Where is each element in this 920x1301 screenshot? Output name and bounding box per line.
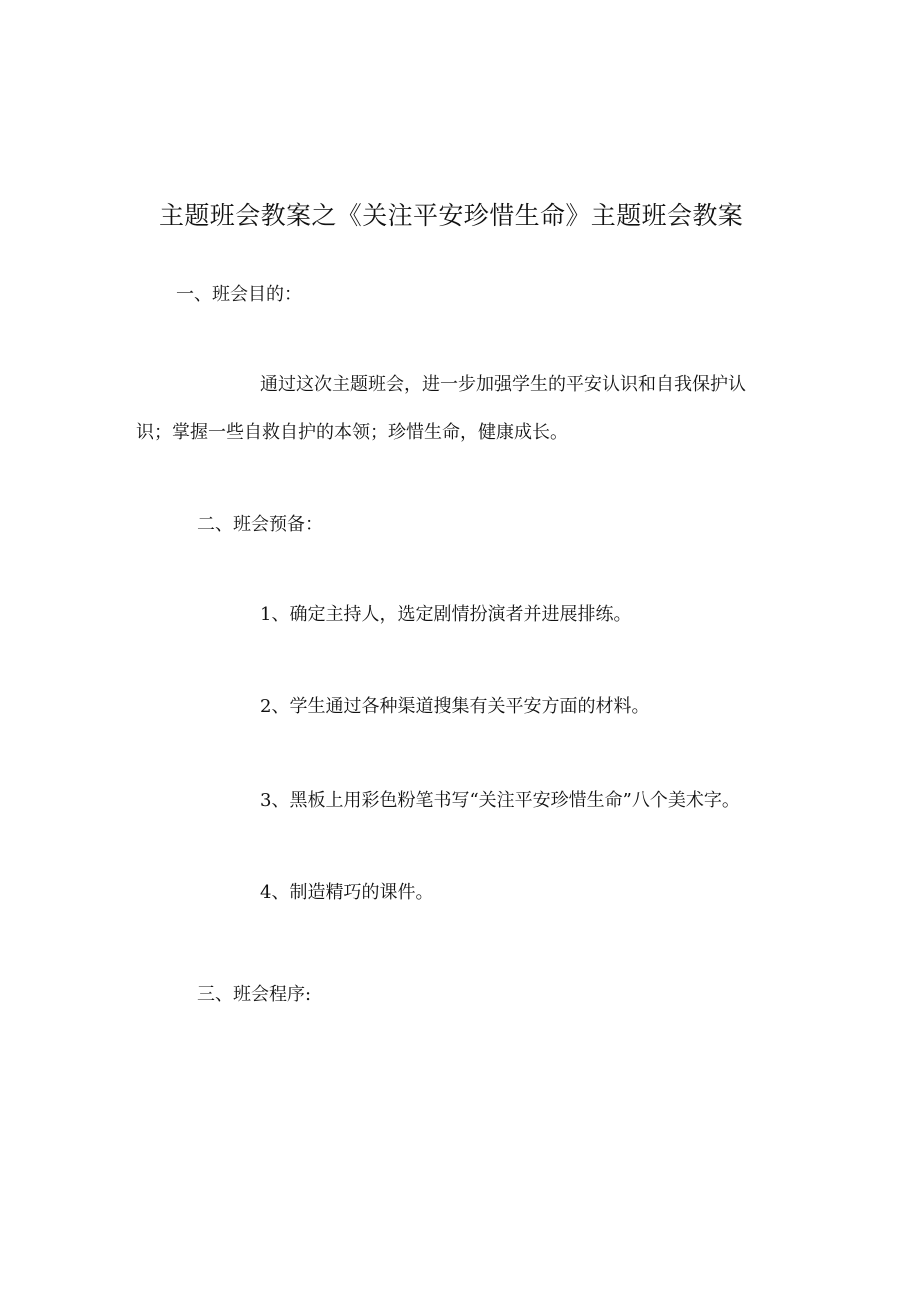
purpose-paragraph-line-1: 通过这次主题班会，进一步加强学生的平安认识和自我保护认 [260, 374, 746, 395]
section-heading-preparation: 二、班会预备： [197, 514, 323, 535]
preparation-item: 4、制造精巧的课件。 [260, 882, 434, 903]
preparation-item: 3、黑板上用彩色粉笔书写“关注平安珍惜生命”八个美术字。 [260, 790, 740, 811]
section-heading-purpose: 一、班会目的： [176, 284, 302, 305]
purpose-paragraph-line-2: 识；掌握一些自救自护的本领；珍惜生命，健康成长。 [136, 422, 568, 443]
document-title: 主题班会教案之《关注平安珍惜生命》主题班会教案 [159, 201, 744, 230]
section-heading-procedure: 三、班会程序: [197, 984, 312, 1005]
preparation-item: 1、确定主持人，选定剧情扮演者并进展排练。 [260, 604, 632, 625]
preparation-item: 2、学生通过各种渠道搜集有关平安方面的材料。 [260, 696, 650, 717]
